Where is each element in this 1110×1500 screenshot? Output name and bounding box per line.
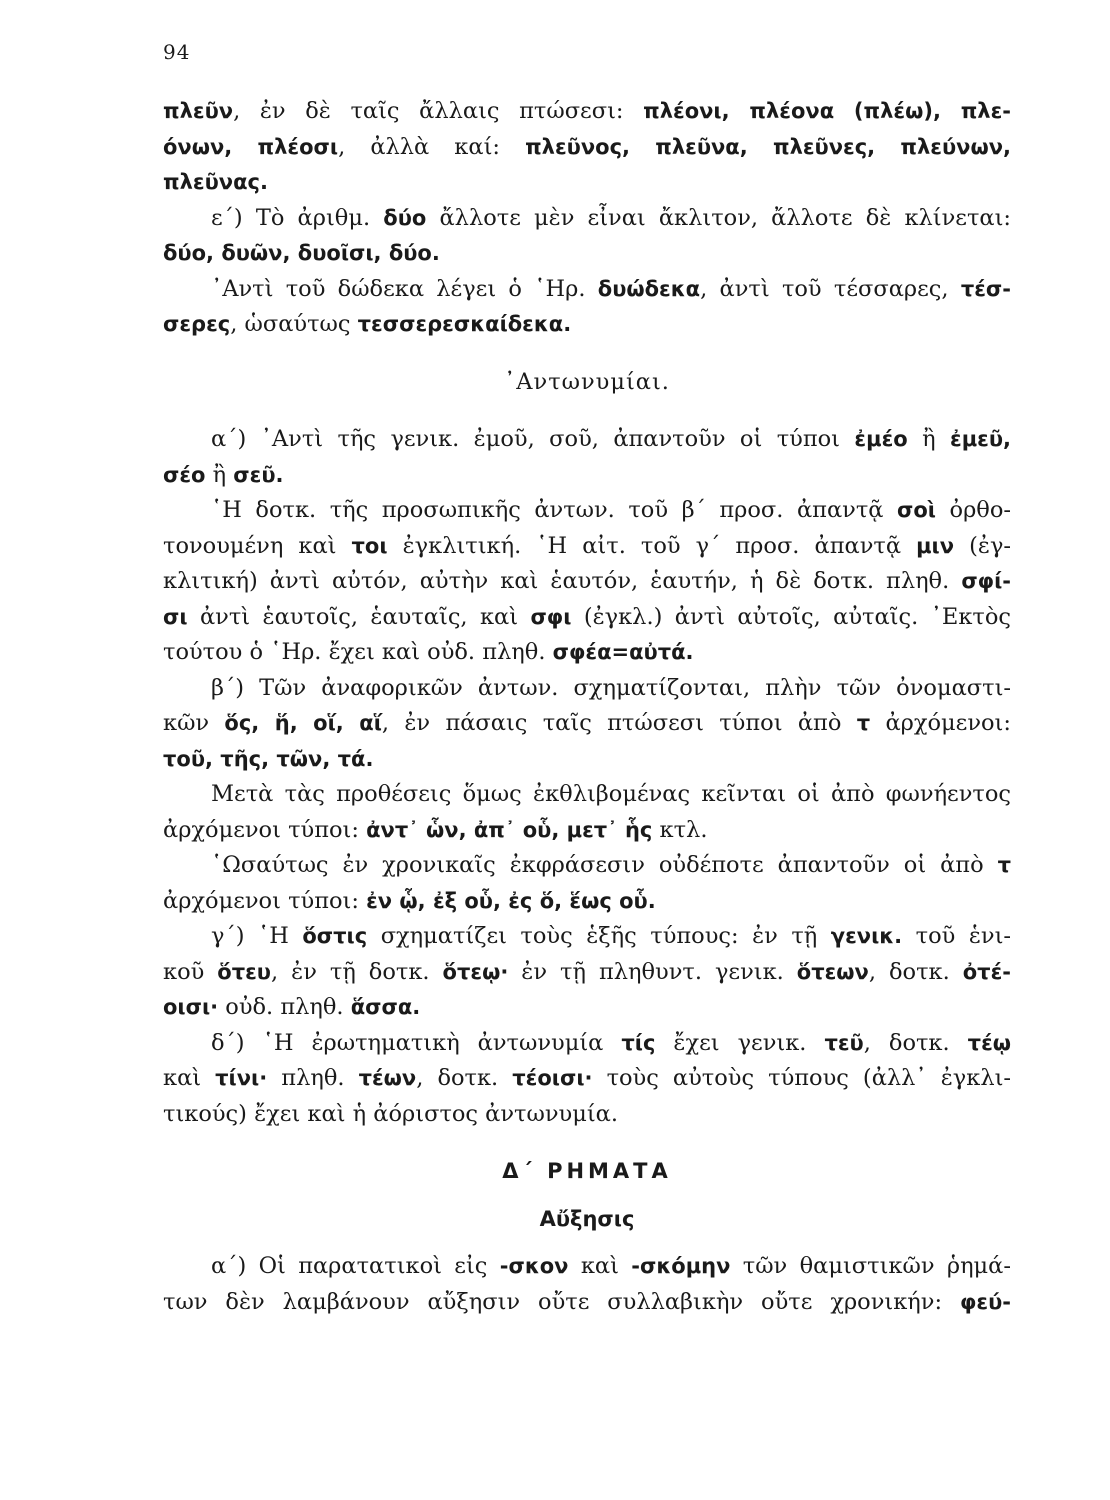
text-run: πληθ. bbox=[267, 1065, 359, 1091]
text-line bbox=[163, 777, 1011, 813]
text-run: ἔχει γενικ. bbox=[655, 1029, 825, 1056]
bold-term: οισι· bbox=[163, 995, 219, 1019]
text-line bbox=[163, 94, 1011, 130]
bold-term: ἀντ᾿ ὧν, ἀπ᾿ οὗ, μετ᾿ ἧς bbox=[366, 817, 653, 842]
text-run: δ΄) ῾Η ἐρωτηματικὴ ἀντωνυμία bbox=[211, 1029, 622, 1056]
text-line bbox=[163, 884, 1011, 920]
text-run: ἀρχόμενοι: bbox=[870, 710, 1011, 736]
paragraph-temporal bbox=[163, 848, 1011, 919]
text-run: ῾Η δοτκ. τῆς προσωπικῆς ἀντων. τοῦ β΄ προσ. ἀπαντᾷ bbox=[211, 497, 898, 523]
text-run: ῾Ωσαύτως ἐν χρονικαῖς ἐκφράσεσιν οὐδέποτε ἀπαντοῦν οἱ ἀπὸ bbox=[211, 852, 998, 878]
bold-term: σφέα=αὐτά. bbox=[552, 640, 694, 664]
text-run: κλιτική) ἀντὶ αὐτόν, αὐτὴν καὶ ἑαυτόν, ἑαυτήν, ἡ δὲ δοτκ. πληθ. bbox=[163, 568, 962, 594]
bold-term: -σκον bbox=[499, 1254, 569, 1278]
text-run: , ἐν πάσαις ταῖς πτώσεσι τύποι ἀπὸ bbox=[381, 710, 857, 736]
text-line bbox=[163, 706, 1011, 742]
paragraph-pronoun-a bbox=[163, 422, 1011, 493]
bold-term: τεσσερεσκαίδεκα. bbox=[357, 312, 572, 336]
bold-term: ἐμέο bbox=[854, 427, 908, 451]
text-run: α΄) ᾿Αντὶ τῆς γενικ. ἐμοῦ, σοῦ, ἀπαντοῦν οἱ τύποι bbox=[211, 426, 855, 452]
text-run: β΄) Τῶν ἀναφορικῶν ἀντων. σχηματίζονται, πλὴν τῶν ὀνομαστι- bbox=[211, 674, 1011, 701]
text-run: ἐν τῇ πληθυντ. γενικ. bbox=[508, 958, 797, 985]
bold-term: πλεῦνας. bbox=[163, 170, 268, 194]
bold-term: τοῦ, τῆς, τῶν, τά. bbox=[163, 746, 374, 771]
text-run: , ἐν δὲ ταῖς ἄλλαις πτώσεσι: bbox=[233, 98, 644, 124]
text-line bbox=[163, 130, 1011, 166]
text-line bbox=[163, 493, 1011, 529]
bold-term: ἅσσα. bbox=[350, 995, 421, 1019]
text-run: ᾿Αντὶ τοῦ δώδεκα λέγει ὁ ῾Ηρ. bbox=[211, 275, 598, 302]
bold-term: τ bbox=[997, 853, 1011, 877]
bold-term: μιν bbox=[916, 533, 955, 558]
text-line bbox=[163, 1061, 1011, 1097]
bold-term: φεύ- bbox=[959, 1289, 1011, 1314]
text-run: ἄλλοτε μὲν εἶναι ἄκλιτον, ἄλλοτε δὲ κλίνεται: bbox=[426, 204, 1011, 231]
bold-term: πλεῦν bbox=[163, 99, 234, 123]
text-line bbox=[163, 1097, 1011, 1133]
text-run: ἐγκλιτική. ῾Η αἰτ. τοῦ γ΄ προσ. ἀπαντᾷ bbox=[387, 532, 917, 559]
text-run: τοῦ ἑνι- bbox=[902, 923, 1012, 949]
bold-term: τ bbox=[856, 711, 871, 735]
text-run: , ὡσαύτως bbox=[230, 311, 358, 337]
text-run: ἀρχόμενοι τύποι: bbox=[163, 887, 367, 914]
bold-term: πλεῦνος, πλεῦνα, πλεῦνες, πλεύνων, bbox=[525, 134, 1012, 159]
text-run: ε΄) Τὸ ἀριθμ. bbox=[211, 204, 384, 231]
text-run: , ἐν τῇ δοτκ. bbox=[270, 958, 443, 985]
text-run: κῶν bbox=[163, 710, 225, 736]
section-heading-pronouns: ᾿Αντωνυμίαι. bbox=[504, 368, 670, 395]
section-heading-verbs: Δ΄ ΡΗΜΑΤΑ bbox=[502, 1159, 672, 1183]
text-run: καὶ bbox=[163, 1065, 216, 1091]
text-line bbox=[163, 671, 1011, 707]
bold-term: δυώδεκα bbox=[597, 276, 701, 301]
text-run: ἢ bbox=[907, 426, 950, 452]
text-run: σχηματίζει τοὺς ἑξῆς τύπους: ἐν τῇ bbox=[367, 923, 831, 949]
text-run: ἀρχόμενοι τύποι: bbox=[163, 816, 367, 843]
text-line bbox=[163, 742, 1011, 778]
bold-term: τέῳ bbox=[967, 1030, 1012, 1055]
text-run: (ἐγκλ.) ἀντὶ αὐτοῖς, αὐταῖς. ᾿Εκτὸς bbox=[571, 603, 1011, 630]
text-run: τοὺς αὐτοὺς τύπους (ἀλλ᾿ ἐγκλι- bbox=[592, 1065, 1011, 1091]
text-run: , ἀλλὰ καί: bbox=[338, 133, 526, 160]
paragraph-interrogative bbox=[163, 1026, 1011, 1133]
text-line bbox=[163, 165, 1011, 201]
text-line bbox=[163, 272, 1011, 308]
text-line bbox=[163, 422, 1011, 458]
bold-term: ὅστις bbox=[302, 924, 368, 948]
bold-term: γενικ. bbox=[830, 924, 903, 948]
text-line bbox=[163, 307, 1011, 343]
text-run: , δοτκ. bbox=[868, 958, 963, 985]
text-line bbox=[163, 813, 1011, 849]
bold-term: σερες bbox=[163, 312, 231, 336]
paragraph-prepositions bbox=[163, 777, 1011, 848]
bold-term: ὅτεῳ· bbox=[442, 959, 509, 984]
text-line bbox=[163, 458, 1011, 494]
text-line bbox=[163, 1026, 1011, 1062]
text-run: τονουμένη καὶ bbox=[163, 532, 352, 559]
page-body bbox=[163, 94, 1011, 1320]
text-run: ἢ bbox=[205, 461, 234, 488]
text-line bbox=[163, 1285, 1011, 1321]
bold-term: δύο bbox=[383, 205, 427, 230]
bold-term: σφί- bbox=[961, 569, 1011, 593]
paragraph-dodeka bbox=[163, 272, 1011, 343]
bold-term: σέο bbox=[163, 462, 206, 487]
bold-term: τέοισι· bbox=[512, 1066, 593, 1090]
text-run: α΄) Οἱ παρατατικοὶ εἰς bbox=[211, 1253, 500, 1279]
subheading-augment: Αὔξησις bbox=[539, 1206, 635, 1231]
bold-term: τίς bbox=[621, 1030, 656, 1055]
bold-term: τέσ- bbox=[960, 276, 1011, 301]
text-run: , ἀντὶ τοῦ τέσσαρες, bbox=[700, 275, 961, 302]
text-run: κοῦ bbox=[163, 958, 218, 985]
bold-term: ὅς, ἥ, οἵ, αἵ bbox=[224, 711, 382, 735]
paragraph-relative-pronoun bbox=[163, 671, 1011, 778]
text-line bbox=[163, 990, 1011, 1026]
text-line bbox=[163, 201, 1011, 237]
text-run: γ΄) ῾Η bbox=[211, 923, 303, 949]
page-number: 94 bbox=[163, 40, 191, 64]
paragraph-hostis bbox=[163, 919, 1011, 1026]
bold-term: ὅτευ bbox=[217, 959, 271, 984]
text-line bbox=[163, 600, 1011, 636]
bold-term: σεῦ. bbox=[233, 462, 284, 487]
text-run: Μετὰ τὰς προθέσεις ὅμως ἐκθλιβομένας κεῖνται οἱ ἀπὸ φωνήεντος bbox=[211, 781, 1011, 807]
text-line bbox=[163, 919, 1011, 955]
text-run: οὐδ. πληθ. bbox=[218, 994, 351, 1020]
text-run: , δοτκ. bbox=[416, 1065, 513, 1091]
bold-term: ἐν ᾧ, ἐξ οὗ, ἐς ὅ, ἕως οὗ. bbox=[366, 888, 656, 913]
bold-term: ὅτεων bbox=[796, 959, 869, 984]
bold-term: τίνι· bbox=[215, 1066, 268, 1090]
paragraph-plural-forms bbox=[163, 94, 1011, 201]
bold-term: πλέονι, πλέονα (πλέω), πλε- bbox=[643, 99, 1012, 123]
text-run: κτλ. bbox=[652, 816, 708, 843]
text-run: ὀρθο- bbox=[935, 497, 1011, 523]
text-run: , δοτκ. bbox=[863, 1029, 968, 1056]
text-line bbox=[163, 848, 1011, 884]
text-run: καὶ bbox=[568, 1253, 632, 1279]
text-line bbox=[163, 529, 1011, 565]
text-run: τῶν θαμιστικῶν ῥημά- bbox=[730, 1253, 1011, 1279]
bold-term: -σκόμην bbox=[631, 1254, 731, 1278]
bold-term: τεῦ bbox=[824, 1030, 864, 1055]
text-line bbox=[163, 635, 1011, 671]
bold-term: σοὶ bbox=[897, 498, 936, 522]
text-run: (ἐγ- bbox=[954, 532, 1011, 559]
text-line bbox=[163, 236, 1011, 272]
bold-term: δύο, δυῶν, δυοῖσι, δύο. bbox=[163, 241, 440, 265]
bold-term: τέων bbox=[358, 1066, 417, 1090]
bold-term: ἐμεῦ, bbox=[950, 427, 1011, 451]
paragraph-personal-pronoun bbox=[163, 493, 1011, 671]
paragraph-numeral-duo bbox=[163, 201, 1011, 272]
bold-term: όνων, πλέοσι bbox=[163, 134, 339, 159]
text-run: τικούς) ἔχει καὶ ἡ ἀόριστος ἀντωνυμία. bbox=[163, 1100, 618, 1127]
text-line bbox=[163, 1249, 1011, 1285]
bold-term: τοι bbox=[351, 533, 388, 558]
bold-term: ὀτέ- bbox=[962, 959, 1011, 984]
bold-term: σι bbox=[163, 604, 188, 629]
text-run: τούτου ὁ ῾Ηρ. ἔχει καὶ οὐδ. πληθ. bbox=[163, 639, 553, 665]
text-run: ἀντὶ ἑαυτοῖς, ἑαυταῖς, καὶ bbox=[187, 603, 531, 630]
text-run: των δὲν λαμβάνουν αὔξησιν οὔτε συλλαβικὴν οὔτε χρονικήν: bbox=[163, 1288, 960, 1315]
paragraph-imperfects bbox=[163, 1249, 1011, 1320]
text-line bbox=[163, 955, 1011, 991]
text-line bbox=[163, 564, 1011, 600]
bold-term: σφι bbox=[530, 604, 572, 629]
